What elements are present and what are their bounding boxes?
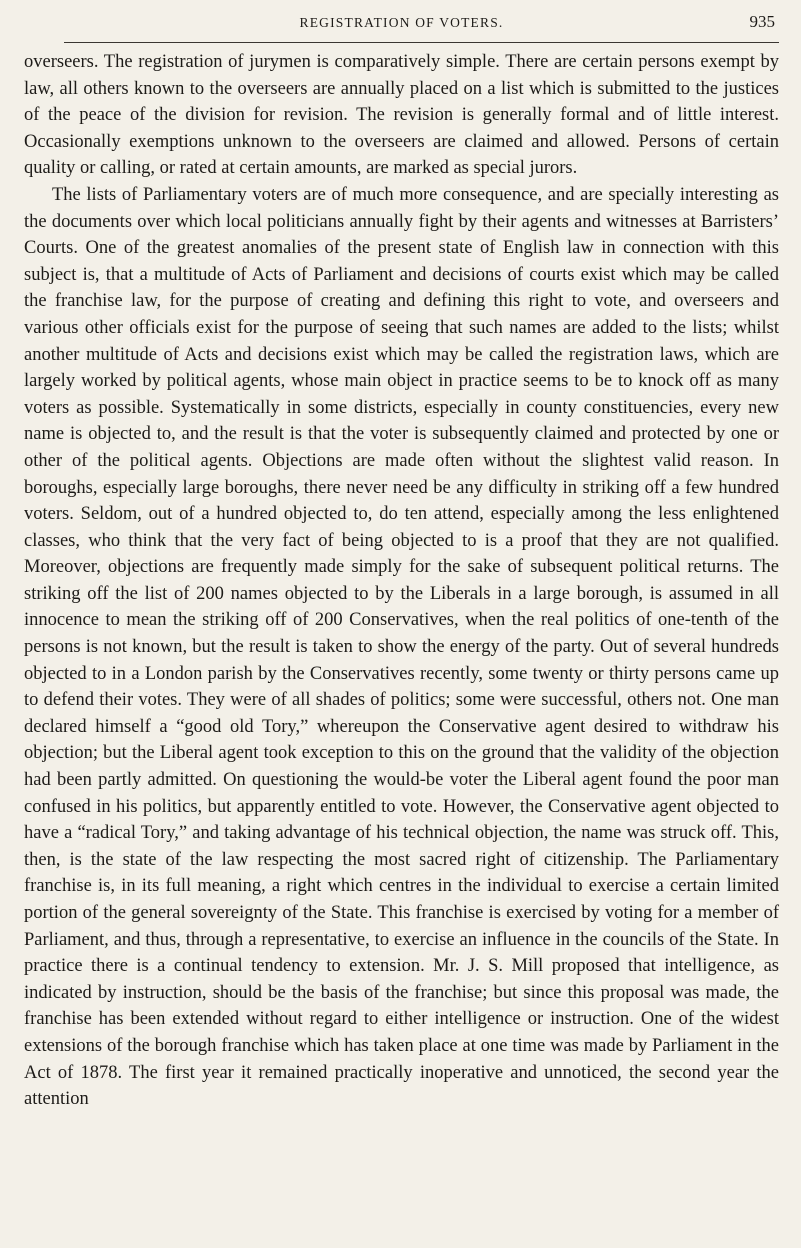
running-header-title: REGISTRATION OF VOTERS. (299, 15, 504, 30)
body-text (24, 49, 779, 1113)
running-header (24, 12, 779, 42)
paragraph-parliamentary-voters: The lists of Parliamentary voters are of much more consequence, and are specially interesting as the documents over which local politicians annually fight by their agents and witnesses at Barristers’ Courts. One of the greatest anomalies of the present state of English law in connection with this subject is, that a multitude of Acts of Parliament and decisions of courts exist which may be called the franchise law, for the purpose of creating and defining this right to vote, and overseers and various other officials exist for the purpose of seeing that such names are added to the lists; whilst another multitude of Acts and decisions exist which may be called the registration laws, which are largely worked by political agents, whose main object in practice seems to be to knock off as many voters as possible. Systematically in some districts, especially in county constituencies, every new name is objected to, and the result is that the voter is subsequently claimed and protected by one or other of the political agents. Objections are made often without the slightest valid reason. In boroughs, especially large boroughs, there never need be any difficulty in striking off a few hundred voters. Seldom, out of a hundred objected to, do ten attend, especially among the less enlightened classes, who think that the very fact of being objected to is a proof that they are not qualified. Moreover, objections are frequently made simply for the sake of subsequent political returns. The striking off the list of 200 names objected to by the Liberals in a large borough, is assumed in all innocence to mean the striking off of 200 Conservatives, when the real politics of one-tenth of the persons is not known, but the result is taken to show the energy of the party. Out of several hundreds objected to in a London parish by the Conservatives recently, some twenty or thirty persons came up to defend their votes. They were of all shades of politics; some were successful, others not. One man declared himself a “good old Tory,” whereupon the Conservative agent desired to withdraw his objection; but the Liberal agent took exception to this on the ground that the validity of the objection had been partly admitted. On questioning the would-be voter the Liberal agent found the poor man confused in his politics, but apparently entitled to vote. However, the Conservative agent objected to have a “radical Tory,” and taking advantage of his technical objection, the name was struck off. This, then, is the state of the law respecting the most sacred right of citizenship. The Parliamentary franchise is, in its full meaning, a right which centres in the individual to exercise a certain limited portion of the general sovereignty of the State. This franchise is exercised by voting for a member of Parliament, and thus, through a representative, to exercise an influence in the councils of the State. In practice there is a continual tendency to extension. Mr. J. S. Mill proposed that intelligence, as indicated by instruction, should be the basis of the franchise; but since this proposal was made, the franchise has been extended without regard to either intelligence or instruction. One of the widest extensions of the borough franchise which has taken place at one time was made by Parliament in the Act of 1878. The first year it remained practically inoperative and unnoticed, the second year the attention (24, 184, 779, 1110)
page-number: 935 (749, 12, 775, 31)
paragraph-continued: overseers. The registration of jurymen is comparatively simple. There are certain persons exempt by law, all others known to the overseers are annually placed on a list which is submitted to the justices of the peace of the division for revision. The revision is generally formal and of little interest. Occasionally exemptions unknown to the overseers are claimed and allowed. Persons of certain quality or calling, or rated at certain amounts, are marked as special jurors. (24, 52, 779, 179)
header-rule (64, 42, 779, 43)
